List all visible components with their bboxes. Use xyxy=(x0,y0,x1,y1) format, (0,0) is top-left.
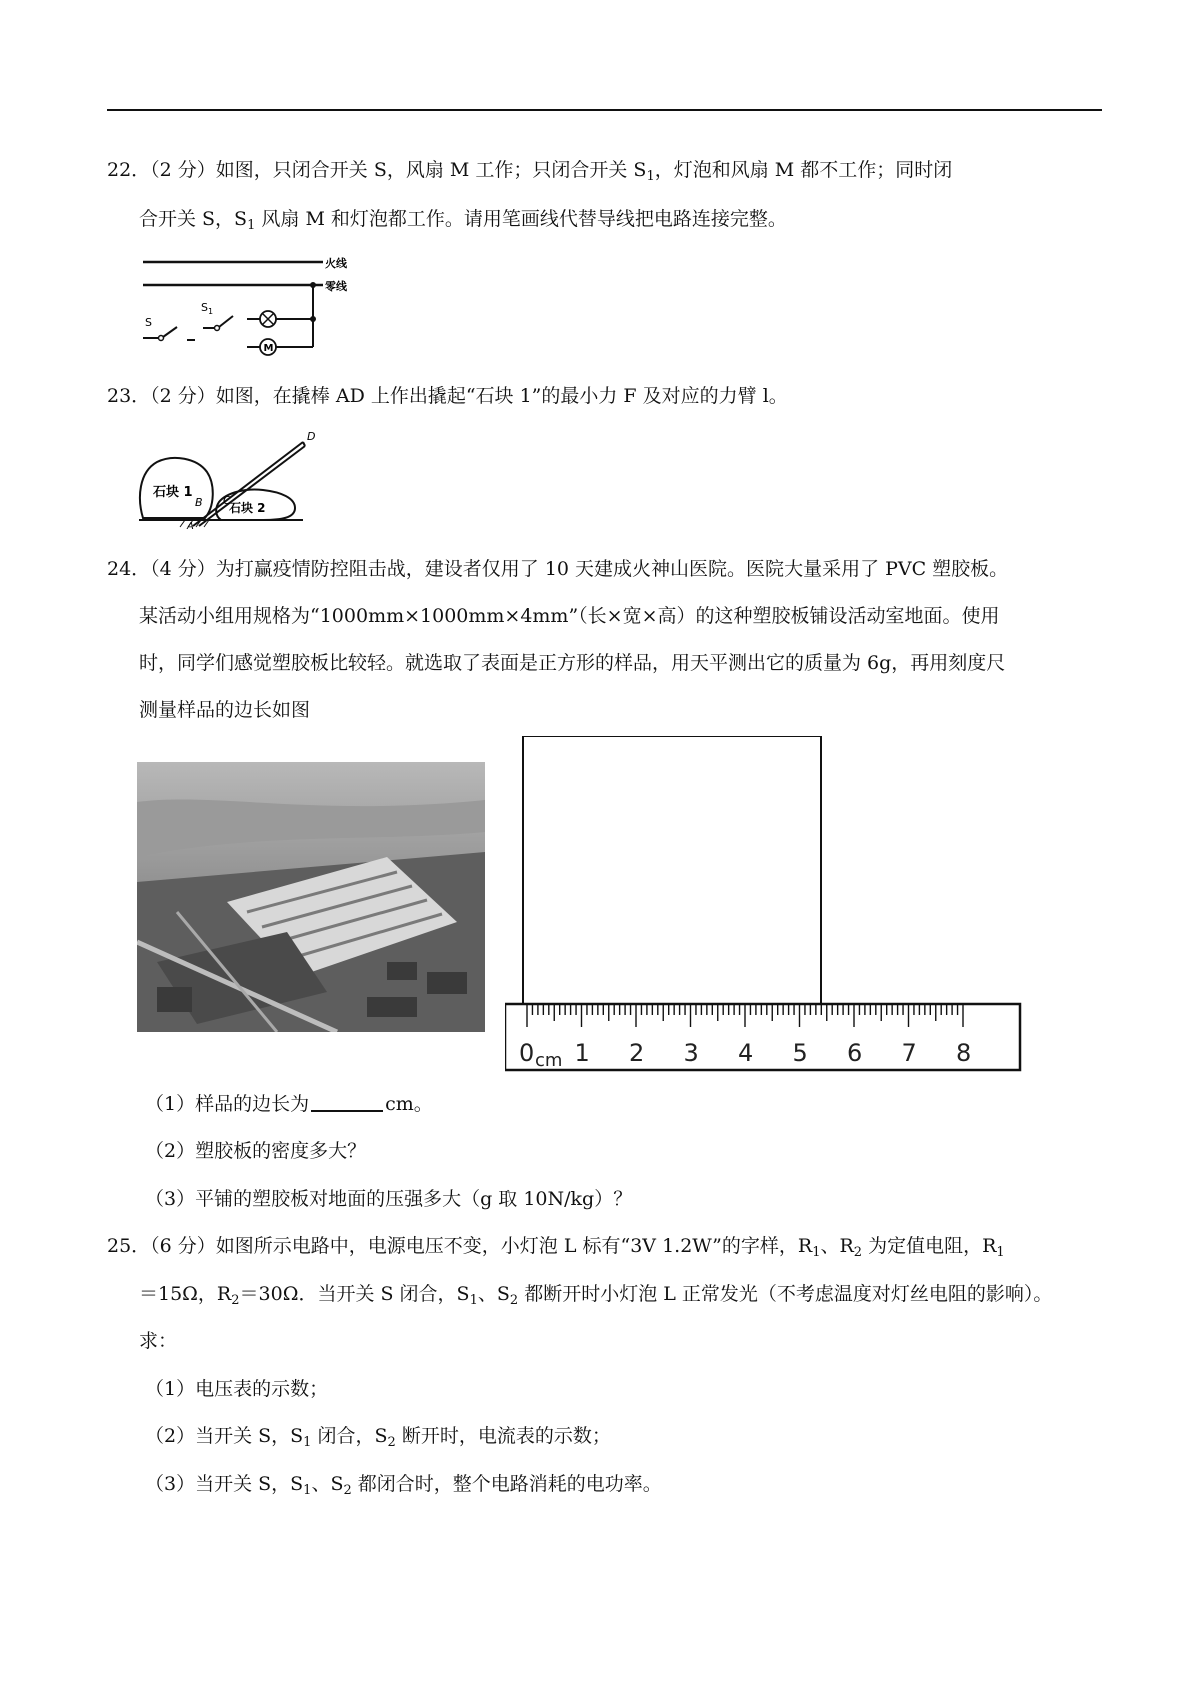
q24-line-1: 24．（4 分）为打赢疫情防控阻击战，建设者仅用了 10 天建成火神山医院。医院大量采用了 PVC 塑胶板。 xyxy=(107,558,1009,580)
q24-line-2: 某活动小组用规格为“1000mm×1000mm×4mm”（长×宽×高）的这种塑胶板铺设活动室地面。使用 xyxy=(139,605,1000,627)
q25-line-1: 25．（6 分）如图所示电路中，电源电压不变，小灯泡 L 标有“3V 1.2W”的字样，$R_1$、$R_2$ 为定值电阻，$R_1$ xyxy=(107,1235,1005,1260)
neutral-wire-label: 零线 xyxy=(325,280,347,293)
point-c-label: C xyxy=(223,494,231,507)
answer-blank[interactable] xyxy=(311,1094,383,1112)
header-rule xyxy=(107,109,1102,111)
switch-s1-label: $S_1$ xyxy=(201,301,214,316)
ruler-label: 5 xyxy=(792,1039,808,1067)
q24-sub-2: （2）塑胶板的密度多大？ xyxy=(145,1140,367,1162)
live-wire-label: 火线 xyxy=(325,257,347,270)
motor-label: M xyxy=(263,343,274,354)
hospital-aerial-photo xyxy=(137,762,485,1032)
q25-sub-2: （2）当开关 S，$S_1$ 闭合，$S_2$ 断开时，电流表的示数； xyxy=(145,1425,611,1450)
ruler-label: 8 xyxy=(956,1039,972,1067)
q25-sub-1: （1）电压表的示数； xyxy=(145,1378,329,1400)
square-sample xyxy=(523,736,821,1005)
ruler-label: 2 xyxy=(629,1039,645,1067)
q24-sub-1: （1）样品的边长为 cm。 xyxy=(145,1093,433,1115)
ruler-label: 1 xyxy=(574,1039,590,1067)
sample-ruler-figure xyxy=(505,736,1025,1072)
switch-s-label: S xyxy=(145,316,152,329)
q22-circuit-diagram xyxy=(135,250,375,360)
q24-line-4: 测量样品的边长如图 xyxy=(139,699,311,721)
ruler-label: 3 xyxy=(683,1039,699,1067)
ruler-label: 6 xyxy=(847,1039,863,1067)
q25-sub-3: （3）当开关 S，$S_1$、$S_2$ 都闭合时，整个电路消耗的电功率。 xyxy=(145,1473,662,1498)
point-d-label: D xyxy=(307,430,315,443)
q25-line-3: 求： xyxy=(139,1330,178,1352)
stone-2-label: 石块 2 xyxy=(229,501,266,515)
ruler-label: 0 xyxy=(519,1039,535,1067)
q23-lever-diagram xyxy=(135,428,315,530)
q24-line-3: 时，同学们感觉塑胶板比较轻。就选取了表面是正方形的样品，用天平测出它的质量为 6g，再用刻度尺 xyxy=(139,652,1006,674)
ruler-label: 4 xyxy=(738,1039,754,1067)
point-b-label: B xyxy=(195,496,203,509)
q23-line-1: 23．（2 分）如图，在撬棒 AD 上作出撬起“石块 1”的最小力 F 及对应的力臂 l。 xyxy=(107,385,788,407)
point-a-label: A xyxy=(187,521,194,530)
stone-1-label: 石块 1 xyxy=(153,485,193,500)
ruler-label: 7 xyxy=(901,1039,917,1067)
q22-line-2: 合开关 S，$S_1$ 风扇 M 和灯泡都工作。请用笔画线代替导线把电路连接完整。 xyxy=(139,208,787,233)
q25-line-2: ＝15Ω，$R_2=30\Omega$．当开关 S 闭合，$S_1$、$S_2$ 都断开时小灯泡 L 正常发光（不考虑温度对灯丝电阻的影响）。 xyxy=(139,1283,1053,1308)
ruler-unit-label: cm xyxy=(535,1050,563,1071)
q24-sub-3: （3）平铺的塑胶板对地面的压强多大（g 取 10N/kg）？ xyxy=(145,1188,633,1210)
q22-line-1: 22．（2 分）如图，只闭合开关 S，风扇 M 工作；只闭合开关 $S_1$，灯泡和风扇 M 都不工作；同时闭 xyxy=(107,159,953,184)
